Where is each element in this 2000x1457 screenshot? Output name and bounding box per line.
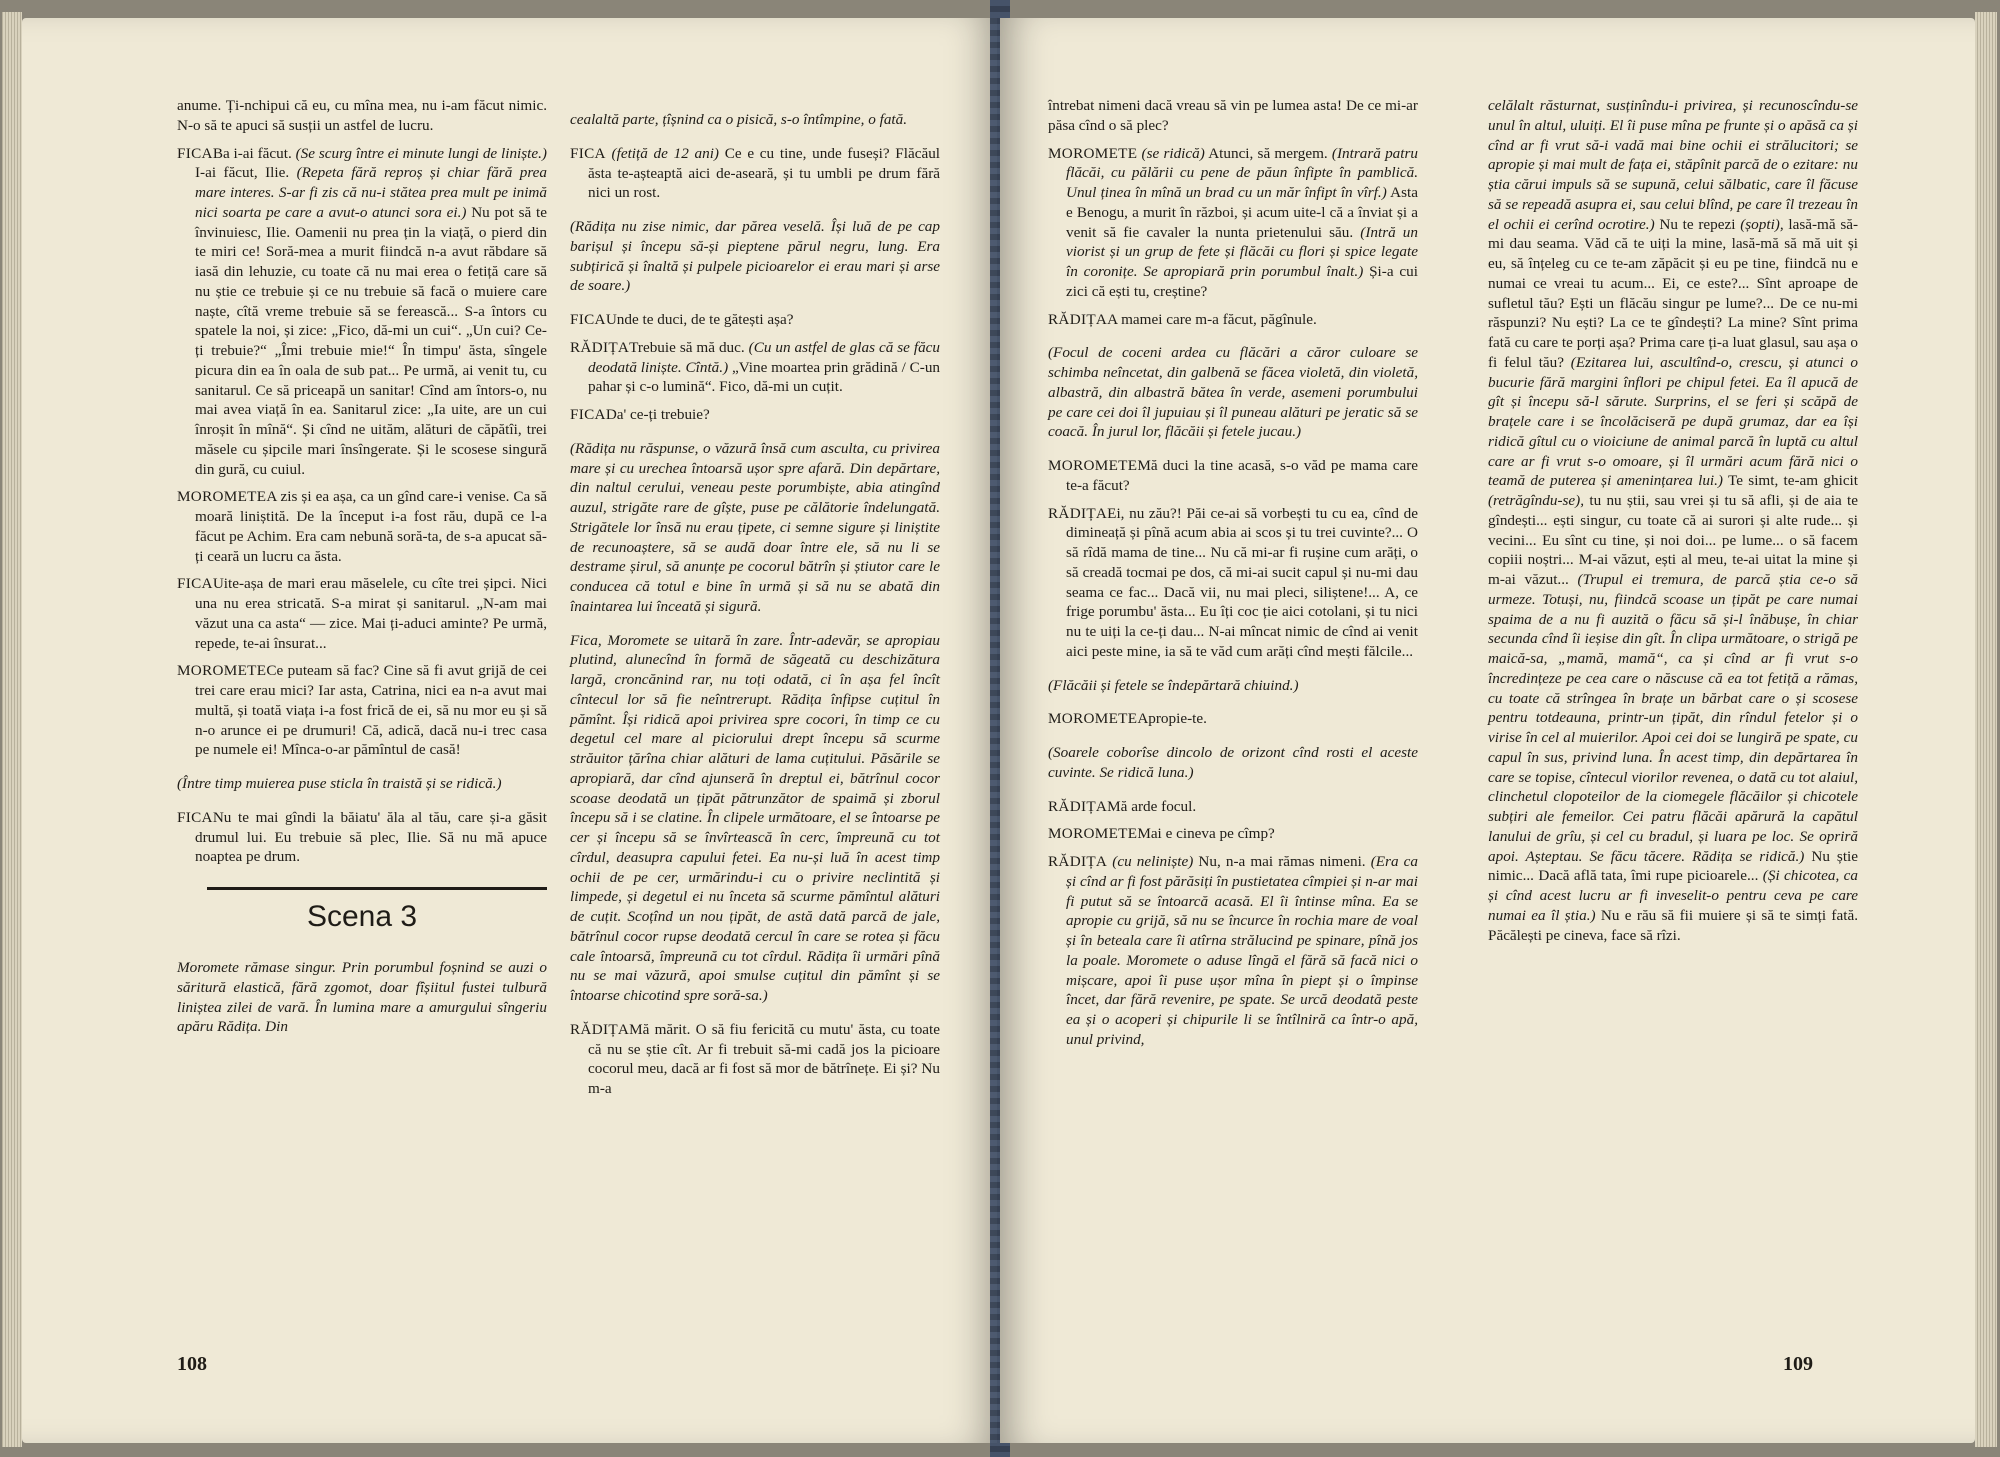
text-paragraph: anume. Ți-nchipui că eu, cu mîna mea, nu i-am făcut nimic. N-o să te apuci să susții un astfel de lucru. — [177, 97, 547, 134]
stage-direction-paragraph: (Flăcăii și fetele se îndepărtară chiuind.) — [1048, 676, 1299, 694]
stage-direction: (șopti), — [1740, 215, 1784, 233]
dialogue-line — [177, 661, 547, 760]
dialogue-text: Trebuie să mă duc. — [629, 338, 745, 356]
dialogue-text: Mă duci la tine acasă, s-o văd pe mama care te-a făcut? — [1066, 457, 1418, 494]
speaker-name: RĂDIȚA — [1048, 310, 1108, 328]
dialogue-line — [1048, 456, 1418, 496]
dialogue-line — [177, 144, 547, 480]
stage-direction: (Trupul ei tremura, de parcă știa ce-o să urmeze. Totuși, nu, fiindcă scoase un țipăt pe care numai spaima de a nu fi auzită o făcu să și-l înăbușe, în chiar secunda cînd îi ieșise din gît. În clipa următoare, o strigă pe maică-sa, „mamă, mamă“, ca și cînd ar fi vrut s-o încredințeze pe cea care o născuse că ea tot fetiță a rămas, cu toate că strîngea în brațe un bărbat care o și scosese pentru totdeauna, printr-un țipăt, din rîndul fetelor și o virise în cel al muierilor. Apoi cei doi se lungiră pe spate, cu capul în sus, privind luna. În acest timp, din depărtarea în care se topise, cîntecul viorilor revenea, o dată cu tot alaiul, clinchetul clopoteilor de la ciomegele flăcăilor și chicotele subțiri ale femeilor. Cei patru flăcăi apărură la capătul lanului de grîu, și cel cu bradul, și luara pe loc. Se opriră apoi. Așteptau. Se făcu tăcere. Rădița se ridică.) — [1488, 571, 1858, 865]
speaker-name: RĂDIȚA — [1048, 504, 1108, 522]
page-edges-left — [2, 12, 22, 1447]
stage-direction: (Intră un viorist și un grup de fete și flăcăi cu flori și spice legate în coronițe. Se apropiară prin porumbul înalt.) — [1066, 223, 1418, 280]
dialogue-text: Mă arde focul. — [1107, 797, 1197, 815]
dialogue-line — [1048, 144, 1418, 302]
dialogue-text: Mai e cineva pe cîmp? — [1137, 825, 1275, 843]
stage-direction-paragraph: Fica, Moromete se uitară în zare. Într-adevăr, se apropiau plutind, alunecînd în formă de săgeată cu deschizătura largă, croncănind rar, nu toți odată, ci în așa fel încît cîntecul lor să fie neîntrerupt. Rădița înfipse cuțitul în pămînt. Își ridică apoi privirea spre cocori, în timp ce cu degetul cel mare al piciorului drept începu să scurme străuitor țărîna chiar alături de lama cuțitului. Păsările se apropiară, dar cînd ajunseră în dreptul ei, bătrînul cocor scoase deodată un țipăt pătrunzător de spaimă și zborul începu să i se clatine. În clipele următoare, el se întoarse pe cer și începu să se învîrtească în cerc, împreună cu tot cîrdul, deasupra capului fetei. Ea nu-și luă în acest timp ochii de pe cer, urmărindu-i cu o privire neclintită și limpede, și degetul ei nu înceta să scurme pămîntul alături de cuțit. Scoțînd un nou țipăt, de astă dată parcă de jale, bătrînul cocor rupse deodată cercul în care se rotea și făcu cale întoarsă, împreună cu tot cîrdul. Rădița îi urmări pînă nu se mai văzură, apoi smulse cuțitul din pămînt și se întoarse chicotind spre soră-sa.) — [570, 631, 940, 1004]
speaker-name: MOROMETE — [1048, 144, 1138, 162]
dialogue-text: A mamei care m-a făcut, păgînule. — [1107, 310, 1317, 328]
stage-direction-paragraph: cealaltă parte, țîșnind ca o pisică, s-o întîmpine, o fată. — [570, 111, 908, 128]
stage-direction-paragraph: (Focul de coceni ardea cu flăcări a căror culoare se schimba neîncetat, din galbenă se făcea violetă, din violetă, albastră, din albastră bătea în verde, asemeni porumbului pe care cei doi îl jupuiau și îl puneau alături pe jeratic să se coacă. În jurul lor, flăcăii și fetele jucau.) — [1048, 344, 1418, 441]
right-page-column-1 — [1048, 96, 1418, 1058]
stage-direction: (Era ca și cînd ar fi fost părăsiți în pustietatea cîmpiei și n-ar mai fi putut să se întoarcă acasă. El îi întinse mîna. Ea se apropie cu grijă, să nu se încurce în rochia mare de voal și în beteala care îi atîrna strălucind pe spinare, pînă jos la poale. Moromete o aduse lîngă el fără să facă nici o mișcare, apoi îi puse ușor mîna în piept și o împinse încet, dar fără revenire, pe spate. Se urcă deodată peste ea și o acoperi și chipurile li se întîlniră ca într-o apă, unul privind, — [1066, 853, 1418, 1048]
dialogue-line — [177, 487, 547, 566]
left-page-column-1 — [177, 96, 547, 1045]
dialogue-line — [570, 405, 940, 425]
stage-direction: (Și chicotea, ca și cînd acest lucru ar fi inveselit-o pentru ceva pe care numai ea îl știa.) — [1488, 867, 1858, 924]
stage-direction: (fetiță de 12 ani) — [611, 144, 719, 162]
dialogue-text: Nu pot să te învinuiesc, Ilie. Oamenii nu prea țin la viață, o pierd din te miri ce! Soră-mea a murit fiindcă n-a avut răbdare să iasă din lehuzie, cu toate că nu mai erea o fetiță care să nu știe ce trebuie și ce nu trebuie să facă o muiere care naște, cîtă vreme trebuie să se ferească... S-a întors cu spatele la noi, și zice: „Fico, dă-mi un cui“. „Un cui? Ce-ți trebuie?“ „Îmi trebuie mie!“ În timpu' ăsta, sîngele picura din ea în oala de sub pat... Pe urmă, ai venit tu, cu sanitarul. Ce să priceapă un sanitar! Cînd am întors-o, nu mai avea viață în ea. Sanitarul zice: „Ia uite, are un cui înroșit în mînă“. Și cînd ne uităm, alături de căpătîi, trei măsele cu șipcile mari însîngerate. Și le scosese singură din gură, cu cuiul. — [195, 203, 548, 478]
stage-direction: (cu neliniște) — [1112, 853, 1194, 870]
stage-direction: (Intrară patru flăcăi, cu pălării cu pene de păun înfipte în pamblică. Unul ținea în mînă un brad cu un măr înfipt în vîrf.) — [1066, 144, 1418, 201]
dialogue-text: Nu te mai gîndi la băiatu' ăla al tău, care și-a găsit drumul lui. Eu trebuie să plec, Ilie. Să nu mă apuce noaptea pe drum. — [195, 808, 547, 866]
dialogue-text: Nu, n-a mai rămas nimeni. — [1198, 853, 1366, 870]
dialogue-text: Unde te duci, de te gătești așa? — [605, 311, 794, 328]
page-number-right: 109 — [1783, 1353, 1813, 1375]
left-page-column-2 — [570, 96, 940, 1107]
dialogue-line — [1048, 310, 1418, 330]
dialogue-text: Ce puteam să fac? Cine să fi avut grijă de cei trei care erau mici? Iar asta, Catrina, nici ea n-a avut mai multă, și toată viața i-a fost frică de ei, să nu mor eu și să n-o arunce ei pe drumuri! Că, adică, dacă nu-i trec casa pe numele ei! Mînca-o-ar pămîntul de casă! — [195, 662, 547, 759]
dialogue-text: Nu te repezi — [1659, 215, 1736, 233]
dialogue-text: Atunci, să mergem. — [1208, 144, 1328, 162]
dialogue-line — [570, 1020, 940, 1099]
dialogue-text: Da' ce-ți trebuie? — [605, 406, 710, 423]
speaker-name: MOROMETE — [1048, 825, 1138, 843]
dialogue-text: Și-a cui zici că ești tu, creștine? — [1066, 263, 1418, 300]
speaker-name: RĂDIȚA — [570, 1020, 630, 1038]
dialogue-line — [1048, 504, 1418, 662]
right-page-column-2 — [1488, 96, 1858, 945]
speaker-name: FICA — [570, 311, 606, 328]
speaker-name: RĂDIȚA — [1048, 853, 1108, 870]
speaker-name: RĂDIȚA — [1048, 797, 1108, 815]
dialogue-text: Ei, nu zău?! Păi ce-ai să vorbești tu cu ea, cînd de dimineață și pînă acum abia ai scos și tu trei cuvinte?... O să rîdă mama de tine... Nu că mi-ar fi rușine cum arăți, o să creadă tocmai pe dos, că mi-ai sucit capul și nu-mi dau seama ce fac... Dacă vii, nu mai pleci, siliștene!... A, ce frige porumbu' ăsta... Eu îți coc ție aici cotolani, și tu nici nu te uiți la ce-ți dau... N-ai mîncat nimic de cînd ai venit aici peste mine, ia să te văd cum arăți cînd mești fălcile... — [1066, 504, 1418, 660]
stage-direction: (se ridică) — [1141, 144, 1205, 162]
dialogue-text: A zis și ea așa, ca un gînd care-i venise. Ca să moară liniștită. De la început i-a fost rău, după ce l-a făcut pe Achim. Era cam nebună soră-ta, de s-a apucat să-ți ceară un lucru ca ăsta. — [195, 488, 547, 565]
speaker-name: FICA — [177, 144, 213, 162]
speaker-name: RĂDIȚA — [570, 338, 630, 356]
scene-title: Scena 3 — [177, 893, 547, 936]
stage-direction: (Ezitarea lui, ascultînd-o, crescu, și atunci o bucurie fără margini înflori pe chipul fetei. Ea îl apucă de gît și începu să-l sărute. Surprins, el se feri și scăpă de brațele care i se încolăciseră pe după grumaz, dar ea își ridică gîtul cu o vioiciune de animal parcă în luptă cu altul care ar fi vrut s-o omoare, și îl urmări acum fără nici o teamă de puterea și amenințarea lui.) — [1488, 353, 1858, 490]
dialogue-line — [570, 144, 940, 203]
stage-direction-paragraph: (Între timp muierea puse sticla în traistă și se ridică.) — [177, 775, 502, 792]
stage-direction: (Se scurg între ei minute lungi de liniște.) — [295, 144, 547, 162]
speaker-name: MOROMETE — [177, 488, 267, 506]
dialogue-text: tu nu știi, sau vrei și tu să afli, și de aia te gîndești... ești singur, cu toate că ai surori și alte rude... și vecini... Eu sînt cu tine, și noi doi... pe lume... o să facem copiii noștri... M-ai văzut, ești al meu, te-ai uitat la mine și m-ai văzut... — [1488, 492, 1859, 588]
dialogue-text: Apropie-te. — [1137, 710, 1207, 728]
stage-direction: (Cu un astfel de glas că se făcu deodată liniște. Cîntă.) — [588, 338, 941, 376]
dialogue-text: „Vine moartea prin grădină / C-un pahar și c-o lumină“. Fico, dă-mi un cuțit. — [588, 358, 941, 396]
dialogue-text: lasă-mă să-mi dau seama. Văd că te uiți la mine, lasă-mă să mă uit și eu, să înțeleg cu ce te-am zăpăcit și eu pe tine, fiindcă nu e numai ce vreai tu acum... Ei, ce este?... Sînt aproape de sufletul tău? Ești un flăcău singur pe lume?... De ce nu-mi răspunzi? Nu ești? La ce te gîndești? La mine? Sînt prima fată cu care te porți așa? Prima care ți-a luat glasul, sau așa o fi felul tău? — [1488, 215, 1859, 371]
dialogue-line — [1048, 852, 1418, 1050]
dialogue-line — [1048, 709, 1418, 729]
dialogue-text: Nu știe nimic... Dacă află tata, îmi rupe picioarele... — [1488, 847, 1859, 885]
dialogue-text: Nu e rău să fii muiere și să te simți fată. Păcălești pe cineva, face să rîzi. — [1488, 906, 1858, 944]
left-page — [22, 18, 997, 1443]
dialogue-text: Mă mărit. O să fiu fericită cu mutu' ăsta, cu toate că nu se știe cît. Ar fi trebuit să-mi cadă jos la picioare cocorul meu, dacă ar fi fost să mor de bătrînețe. Ei și? Nu m-a — [588, 1020, 940, 1097]
stage-direction-paragraph: (Rădița nu răspunse, o văzură însă cum asculta, cu privirea mare și cu urechea întoarsă ușor spre afară. Din depărtare, din naltul cerului, veneau peste porumbiște, abia atingînd auzul, strigăte rare de gîște, puse pe călătorie îndelungată. Strigătele lor însă nu erau țipete, ci semne sigure și liniștite de recunoaștere, să se audă doar între ele, să nu li se destrame șirul, să anunțe pe cocorul bătrîn și știutor care le conducea că totul e bine în urmă și să nu se abată din înaintarea lui înceată și sigură. — [570, 439, 940, 615]
page-number-left: 108 — [177, 1353, 207, 1375]
scene-intro-paragraph: Moromete rămase singur. Prin porumbul foșnind se auzi o săritură elastică, fără zgomot, doar fîșiitul fustei tulbură liniștea zilei de vară. În lumina mare a amurgului sîngeriu apăru Rădița. Din — [177, 959, 547, 1036]
speaker-name: FICA — [570, 406, 606, 423]
dialogue-line — [177, 574, 547, 653]
dialogue-line — [570, 338, 940, 397]
dialogue-text: I-ai făcut, Ilie. — [195, 164, 290, 182]
speaker-name: FICA — [570, 144, 606, 162]
dialogue-text: Ce e cu tine, unde fuseși? Flăcăul ăsta te-așteaptă aici de-aseară, și tu umbli pe drum fără nici un rost. — [588, 144, 941, 202]
speaker-name: FICA — [177, 575, 213, 593]
dialogue-line — [1048, 824, 1418, 844]
stage-direction-paragraph: (Soarele coborîse dincolo de orizont cînd rosti el aceste cuvinte. Se ridică luna.) — [1048, 744, 1418, 781]
dialogue-line — [177, 808, 547, 867]
dialogue-line — [570, 310, 940, 330]
dialogue-text: Ba i-ai făcut. — [212, 144, 292, 162]
text-paragraph: întrebat nimeni dacă vreau să vin pe lumea asta! De ce mi-ar păsa cînd o să plec? — [1048, 97, 1418, 134]
stage-direction: celălalt răsturnat, susținîndu-i privirea, și recunoscîndu-se unul în altul, uluiți. El îi puse mîna pe frunte și o apăsă ca și cînd ar fi vrut să-i vadă mai bine ochii ei strălucitori; se apropie și mai mult de fața ei, stăpînit parcă de o ezitare: nu știa cărui impuls să se supună, celui sălbatic, care îl făcuse să se repeadă asupra ei, sau celui blînd, pe care îl trezeau în el ochii ei cerînd ocrotire.) — [1488, 97, 1858, 233]
stage-direction-paragraph: (Rădița nu zise nimic, dar părea veselă. Își luă de pe cap barișul și începu să-și pieptene părul negru, lung. Era subțirică și înaltă și pulpele picioarelor ei erau mari și arse de soare.) — [570, 218, 940, 295]
stage-direction: (retrăgîndu-se), — [1488, 492, 1585, 509]
speaker-name: FICA — [177, 808, 213, 826]
speaker-name: MOROMETE — [177, 662, 267, 680]
dialogue-text: Uite-așa de mari erau măselele, cu cîte trei șipci. Nici una nu erea stricată. S-a mirat și sanitarul. „N-am mai văzut una ca asta“ — zice. Mai ți-aduci aminte? Pe urmă, repede, te-ai însurat... — [195, 575, 547, 652]
page-edges-right — [1975, 12, 1997, 1447]
dialogue-text: Asta e Benogu, a murit în război, și acum uite-l că a înviat și a venit să fie cavaler la nunta prietenului său. — [1066, 184, 1418, 241]
stage-direction: (Repeta fără reproș și chiar fără prea mare interes. S-ar fi zis că nu-i stătea prea mult pe inimă nici soarta pe care a avut-o atunci sora ei.) — [195, 164, 547, 221]
right-page — [1000, 18, 1975, 1443]
dialogue-text: Te simt, te-am ghicit — [1728, 472, 1858, 490]
mixed-paragraph — [1488, 96, 1858, 945]
speaker-name: MOROMETE — [1048, 710, 1138, 728]
dialogue-line — [1048, 797, 1418, 817]
speaker-name: MOROMETE — [1048, 457, 1138, 474]
